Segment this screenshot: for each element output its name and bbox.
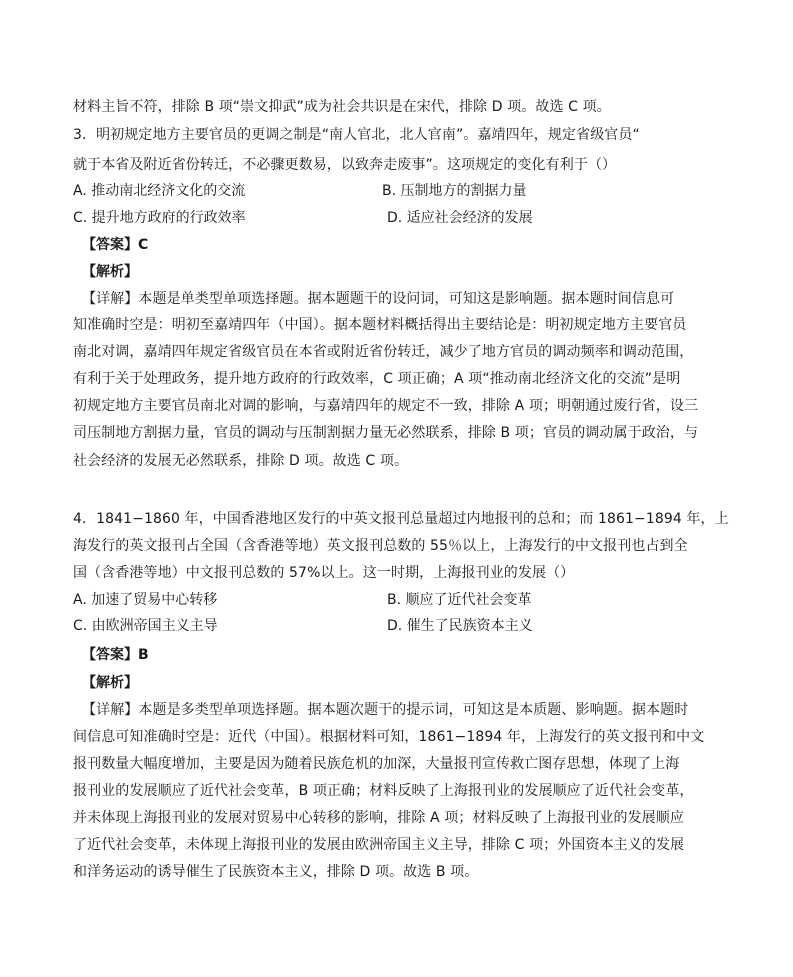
q3-option-a: A. 推动南北经济文化的交流 bbox=[73, 183, 246, 199]
q4-detail-line-7: 和洋务运动的诱导催生了民族资本主义，排除 D 项。故选 B 项。 bbox=[73, 864, 479, 880]
q3-option-d: D. 适应社会经济的发展 bbox=[387, 210, 533, 226]
q3-detail-line-5: 初规定地方主要官员南北对调的影响，与嘉靖四年的规定不一致，排除 A 项；明朝通过废行省，设三 bbox=[73, 398, 699, 414]
q3-detail-line-2: 知准确时空是：明初至嘉靖四年（中国）。据本题材料概括得出主要结论是：明初规定地方主要官员 bbox=[73, 317, 687, 333]
q3-detail-line-1: 【详解】本题是单类型单项选择题。据本题题干的设问词，可知这是影响题。据本题时间信息可 bbox=[82, 291, 675, 307]
q4-stem-line-3: 国（含香港等地）中文报刊总数的 57%以上。这一时期，上海报刊业的发展（） bbox=[73, 565, 575, 581]
q3-stem-line-1: 3．明初规定地方主要官员的更调之制是“南人官北，北人官南”。嘉靖四年，规定省级官员“ bbox=[73, 127, 640, 143]
q4-option-b: B. 顺应了近代社会变革 bbox=[387, 592, 532, 608]
q4-stem-line-1: 4．1841−1860 年，中国香港地区发行的中英文报刊总量超过内地报刊的总和；而 1861−1894 年，上 bbox=[73, 511, 729, 527]
q3-stem-line-2: 就于本省及附近省份转迁，不必骤更数易，以致奔走废事”。这项规定的变化有利于（） bbox=[73, 157, 617, 173]
q3-option-b: B. 压制地方的割据力量 bbox=[382, 183, 527, 199]
q3-answer: 【答案】C bbox=[82, 237, 149, 253]
q4-detail-line-2: 间信息可知准确时空是：近代（中国）。根据材料可知，1861−1894 年，上海发行的英文报刊和中文 bbox=[73, 729, 705, 745]
q4-detail-line-6: 了近代社会变革，未体现上海报刊业的发展由欧洲帝国主义主导，排除 C 项；外国资本主义的发展 bbox=[73, 837, 685, 853]
q4-option-a: A. 加速了贸易中心转移 bbox=[73, 592, 218, 608]
q3-detail-line-6: 司压制地方割据力量，官员的调动与压制割据力量无必然联系，排除 B 项；官员的调动属于政治，与 bbox=[73, 425, 699, 441]
q3-detail-line-7: 社会经济的发展无必然联系，排除 D 项。故选 C 项。 bbox=[73, 453, 409, 469]
q4-analysis-label: 【解析】 bbox=[82, 675, 138, 691]
q4-detail-line-5: 并未体现上海报刊业的发展对贸易中心转移的影响，排除 A 项；材料反映了上海报刊业的发展顺应 bbox=[73, 810, 684, 826]
q3-detail-line-4: 有利于关于处理政务，提升地方政府的行政效率，C 项正确；A 项“推动南北经济文化的交流”是明 bbox=[73, 371, 681, 387]
q3-analysis-label: 【解析】 bbox=[82, 264, 138, 280]
q4-option-c: C. 由欧洲帝国主义主导 bbox=[73, 618, 218, 634]
q4-answer: 【答案】B bbox=[82, 647, 149, 663]
previous-analysis-tail: 材料主旨不符，排除 B 项“崇文抑武”成为社会共识是在宋代，排除 D 项。故选 C 项。 bbox=[73, 99, 611, 115]
q3-option-c: C. 提升地方政府的行政效率 bbox=[73, 210, 246, 226]
q3-detail-line-3: 南北对调，嘉靖四年规定省级官员在本省或附近省份转迁，减少了地方官员的调动频率和调动范围， bbox=[73, 344, 694, 360]
q4-detail-line-3: 报刊数量大幅度增加，主要是因为随着民族危机的加深，大量报刊宣传救亡图存思想，体现了上海 bbox=[73, 756, 680, 772]
q4-detail-line-4: 报刊业的发展顺应了近代社会变革，B 项正确；材料反映了上海报刊业的发展顺应了近代社会变革， bbox=[73, 783, 694, 799]
q4-stem-line-2: 海发行的英文报刊占全国（含香港等地）英文报刊总数的 55％以上，上海发行的中文报刊也占到全 bbox=[73, 538, 688, 554]
q4-option-d: D. 催生了民族资本主义 bbox=[387, 618, 533, 634]
q4-detail-line-1: 【详解】本题是多类型单项选择题。据本题次题干的提示词，可知这是本质题、影响题。据本题时 bbox=[82, 702, 689, 718]
